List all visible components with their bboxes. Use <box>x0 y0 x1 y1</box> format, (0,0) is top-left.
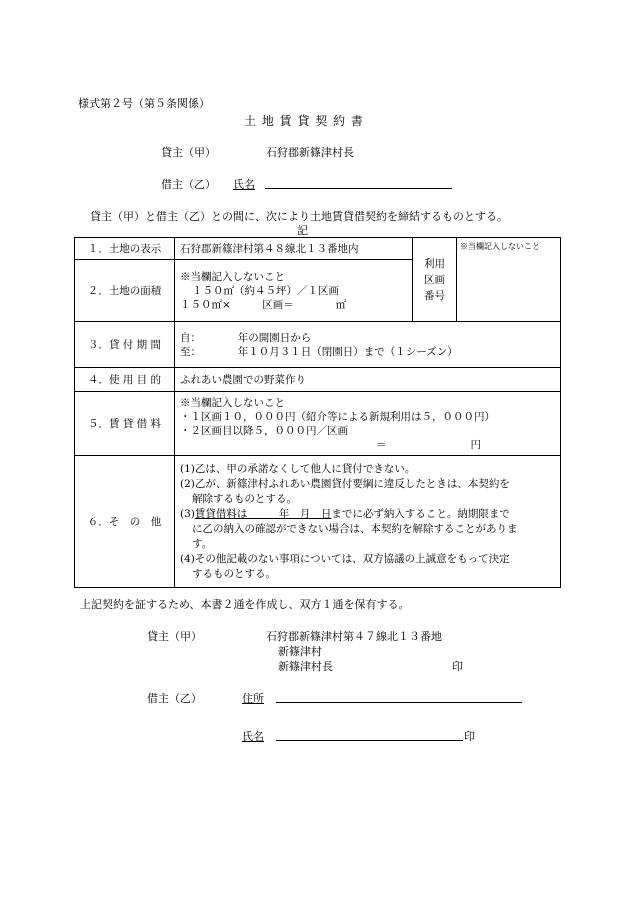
lender-value-top: 石狩郡新篠津村長 <box>266 146 354 159</box>
borrower-address-label: 住所 <box>242 692 264 705</box>
row3-value: 自： 年の開園日から 至： 年１０月３１日（閉園日）まで（１シーズン） <box>175 322 561 368</box>
usage-number-field[interactable] <box>457 238 561 322</box>
document-title: 土 地 賃 貸 契 約 書 <box>244 114 364 128</box>
row5-label: ５．賃 貸 借 料 <box>75 392 175 456</box>
closing-text: 上記契約を証するため、本書２通を作成し、双方１通を保有する。 <box>80 598 410 611</box>
borrower-name-label-top: 氏名 <box>233 178 255 191</box>
row1-label: １．土地の表示 <box>75 238 175 260</box>
lender-label-bottom: 貸主（甲） <box>147 630 202 643</box>
usage-number-label: 利用 区画 番号 <box>413 238 457 322</box>
borrower-name-field-top[interactable] <box>265 188 452 189</box>
row4-value: ふれあい農園での野菜作り <box>175 368 561 392</box>
borrower-label-top: 借主（乙） <box>161 178 216 191</box>
intro-text: 貸主（甲）と借主（乙）との間に、次により土地賃貸借契約を締結するものとする。 <box>90 210 508 223</box>
row5-value: ※当欄記入しないこと ・１区画１０，０００円（紹介等による新規利用は５，０００円） ・２区画目以降５，０００円／区画 ＝ 円 <box>175 392 561 456</box>
borrower-address-field[interactable] <box>276 702 522 703</box>
lender-label-top: 貸主（甲） <box>161 146 216 159</box>
row6-label: ６．そ の 他 <box>75 456 175 588</box>
borrower-name-label-bottom: 氏名 <box>242 730 264 743</box>
row2-label: ２．土地の面積 <box>75 260 175 322</box>
lender-org: 新篠津村 <box>278 645 322 658</box>
lender-address: 石狩郡新篠津村第４７線北１３番地 <box>266 630 442 643</box>
borrower-label-bottom: 借主（乙） <box>147 692 202 705</box>
row4-label: ４．使 用 目 的 <box>75 368 175 392</box>
row6-value: (1)乙は、甲の承諾なくして他人に貸付できない。 (2)乙が、新篠津村ふれあい農園貸付要綱に違反したときは、本契約を 解除するものとする。 (3)賃貸借料は 年 月 日までに必ず納入すること。納期限まで に乙の納入の確認ができない場合は、本契約を解除することがありま す。 (4)その他記載のない事項については、双方協議の上誠意をもって決定 するものとする。 <box>175 456 561 588</box>
usage-note: ※当欄記入しないこと <box>460 242 540 251</box>
borrower-name-field-bottom[interactable] <box>276 740 463 741</box>
seal-mark-borrower: 印 <box>464 730 475 743</box>
contract-table <box>74 237 561 588</box>
seal-mark-lender: 印 <box>452 660 463 673</box>
row1-value: 石狩郡新篠津村第４８線北１３番地内 <box>175 238 413 260</box>
form-number: 様式第２号（第５条関係） <box>78 97 210 110</box>
ki-label: 記 <box>297 224 308 237</box>
lender-mayor: 新篠津村長 <box>278 660 333 673</box>
row2-value: ※当欄記入しないこと １５０㎡（約４５坪）／１区画 １５０㎡× 区画＝ ㎡ <box>175 260 413 322</box>
row3-label: ３．貸 付 期 間 <box>75 322 175 368</box>
